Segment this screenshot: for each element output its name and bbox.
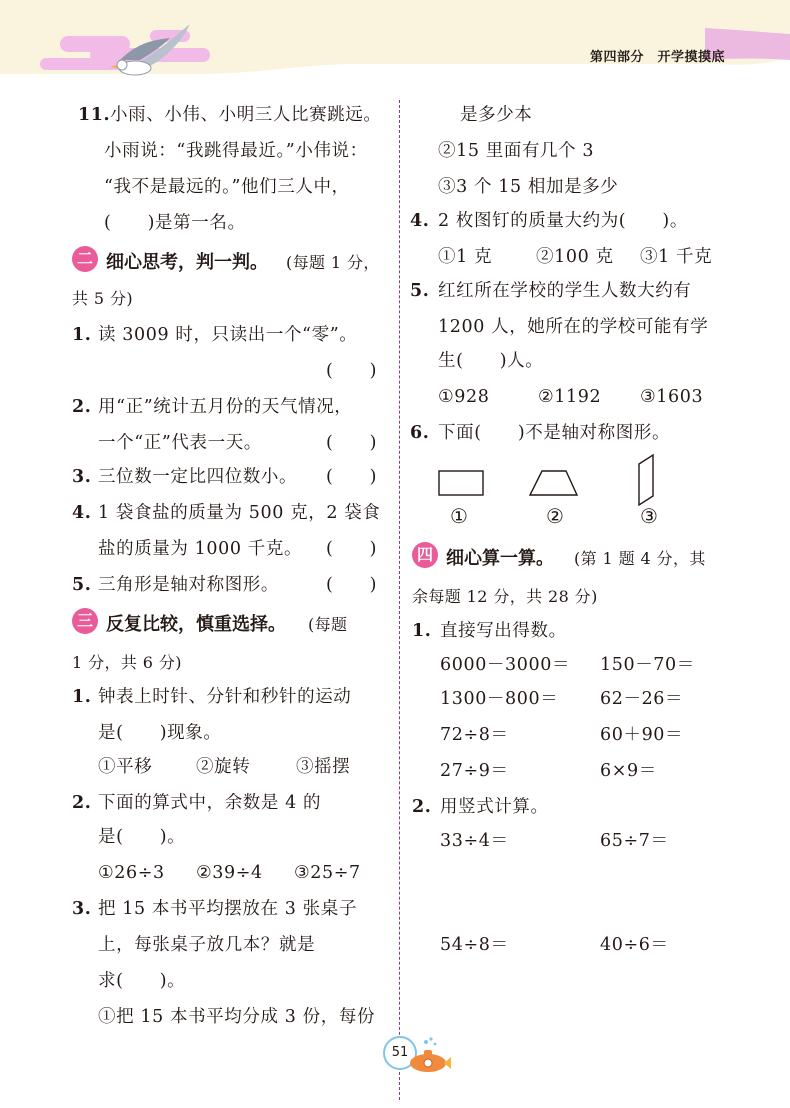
s3-q3-number: 3.	[72, 899, 92, 919]
s2-q4-line2: 盐的质量为 1000 千克。	[98, 539, 303, 559]
s3-q2-line1: 下面的算式中，余数是 4 的	[98, 793, 322, 813]
calc-item: 1300－800＝	[440, 689, 559, 709]
s2-q4-answer[interactable]: ( )	[326, 539, 378, 559]
s3-q5-line2: 1200 人，她所在的学校可能有学	[438, 317, 709, 337]
q6-shapes	[436, 452, 666, 508]
shape-label-3[interactable]: ③	[640, 504, 658, 528]
s4-q2-number: 2.	[412, 797, 432, 817]
s3-q3-option1[interactable]: ①把 15 本书平均分成 3 份，每份	[98, 1007, 376, 1027]
calc-item: 60＋90＝	[600, 725, 684, 745]
calc-item: 6000－3000＝	[440, 655, 571, 675]
section2-score-line1: (每题 1 分，	[286, 253, 380, 272]
s2-q3-number: 3.	[72, 467, 92, 487]
calc-item: 27÷9＝	[440, 761, 509, 781]
s3-q3-line2: 上，每张桌子放几本？就是	[98, 935, 316, 955]
s3-q5-option1[interactable]: ①928	[438, 387, 490, 407]
s4-q1-number: 1.	[412, 621, 432, 641]
s2-q2-number: 2.	[72, 397, 92, 417]
section4-badge: 四	[412, 542, 438, 568]
section3-badge: 三	[72, 608, 98, 634]
q11-line3: “我不是最远的。”他们三人中，	[104, 177, 350, 197]
s3-q5-number: 5.	[410, 281, 430, 301]
s4-q1-title: 直接写出得数。	[440, 621, 567, 641]
s3-q1-option2[interactable]: ②旋转	[196, 757, 251, 777]
vertical-calc-item: 54÷8＝	[440, 935, 509, 955]
s3-q5-line1: 红红所在学校的学生人数大约有	[438, 281, 692, 301]
s2-q1-answer[interactable]: ( )	[326, 361, 378, 381]
parallelogram-shape	[639, 455, 653, 505]
s2-q2-line2: 一个“正”代表一天。	[98, 433, 262, 453]
section2-title: 细心思考，判一判。	[106, 252, 268, 273]
s3-q6-number: 6.	[410, 423, 430, 443]
section3-score-line1: (每题	[308, 615, 348, 634]
s3-q1-option3[interactable]: ③摇摆	[296, 757, 351, 777]
s2-q5-number: 5.	[72, 575, 92, 595]
s2-q4-number: 4.	[72, 503, 92, 523]
q11-line2: 小雨说：“我跳得最近。”小伟说：	[104, 141, 368, 161]
s3-q4-number: 4.	[410, 211, 430, 231]
s3-q1-option1[interactable]: ①平移	[98, 757, 153, 777]
s3-q6-text: 下面( )不是轴对称图形。	[438, 423, 671, 443]
column-divider	[399, 100, 400, 1100]
section2-score-line2: 共 5 分)	[72, 289, 133, 308]
s2-q2-line1: 用“正”统计五月份的天气情况，	[98, 397, 353, 417]
section4-score-line1: (第 1 题 4 分，其	[574, 549, 706, 568]
shape-label-1[interactable]: ①	[450, 504, 468, 528]
calc-item: 72÷8＝	[440, 725, 509, 745]
q11-number: 11.	[78, 105, 111, 125]
s2-q4-line1: 1 袋食盐的质量为 500 克，2 袋食	[98, 503, 381, 523]
section-label: 第四部分 开学摸摸底	[590, 50, 726, 65]
page-number: 51	[383, 1036, 417, 1070]
section3-title: 反复比较，慎重选择。	[106, 614, 286, 635]
q11-line4: ( )是第一名。	[104, 213, 246, 233]
s3-q5-option3[interactable]: ③1603	[640, 387, 704, 407]
s3-q4-option1[interactable]: ①1 克	[438, 247, 493, 267]
section3-score-line2: 1 分，共 6 分)	[72, 653, 182, 672]
s3-q3-line1: 把 15 本书平均摆放在 3 张桌子	[98, 899, 357, 919]
s3-q4-text: 2 枚图钉的质量大约为( )。	[438, 211, 688, 231]
s3-q5-option2[interactable]: ②1192	[538, 387, 602, 407]
s3-q1-line2: 是( )现象。	[98, 723, 222, 743]
s3-q3-option3[interactable]: ③3 个 15 相加是多少	[438, 177, 619, 197]
rectangle-shape	[439, 471, 483, 495]
s3-q4-option2[interactable]: ②100 克	[536, 247, 614, 267]
calc-item: 150－70＝	[600, 655, 695, 675]
s3-q2-option3[interactable]: ③25÷7	[294, 863, 361, 883]
s3-q3-option2[interactable]: ②15 里面有几个 3	[438, 141, 595, 161]
trapezoid-shape	[530, 471, 577, 495]
s2-q1-text: 读 3009 时，只读出一个“零”。	[98, 325, 358, 345]
s2-q5-text: 三角形是轴对称图形。	[98, 575, 279, 595]
s3-q1-number: 1.	[72, 687, 92, 707]
calc-item: 62－26＝	[600, 689, 684, 709]
s3-q4-option3[interactable]: ③1 千克	[640, 247, 713, 267]
s3-q5-line3: 生( )人。	[438, 351, 544, 371]
s4-q2-title: 用竖式计算。	[440, 797, 549, 817]
shape-label-2[interactable]: ②	[546, 504, 564, 528]
vertical-calc-item: 65÷7＝	[600, 831, 669, 851]
q11-line1: 小雨、小伟、小明三人比赛跳远。	[110, 105, 382, 125]
s3-q1-line1: 钟表上时针、分针和秒针的运动	[98, 687, 352, 707]
s3-q2-option2[interactable]: ②39÷4	[196, 863, 263, 883]
s2-q2-answer[interactable]: ( )	[326, 433, 378, 453]
section4-title: 细心算一算。	[446, 548, 554, 569]
s2-q1-number: 1.	[72, 325, 92, 345]
s2-q5-answer[interactable]: ( )	[326, 575, 378, 595]
s3-q2-line2: 是( )。	[98, 827, 186, 847]
page-header	[0, 0, 790, 100]
submarine-icon	[404, 1036, 452, 1076]
s2-q3-answer[interactable]: ( )	[326, 467, 378, 487]
s3-q2-number: 2.	[72, 793, 92, 813]
s2-q3-text: 三位数一定比四位数小。	[98, 467, 298, 487]
vertical-calc-item: 33÷4＝	[440, 831, 509, 851]
section2-badge: 二	[72, 246, 98, 272]
s3-q3-line3: 求( )。	[98, 971, 186, 991]
calc-item: 6×9＝	[600, 761, 657, 781]
s3-q2-option1[interactable]: ①26÷3	[98, 863, 165, 883]
vertical-calc-item: 40÷6＝	[600, 935, 669, 955]
section4-score-line2: 余每题 12 分，共 28 分)	[412, 587, 598, 606]
s3-q3-option1-cont: 是多少本	[460, 105, 533, 125]
